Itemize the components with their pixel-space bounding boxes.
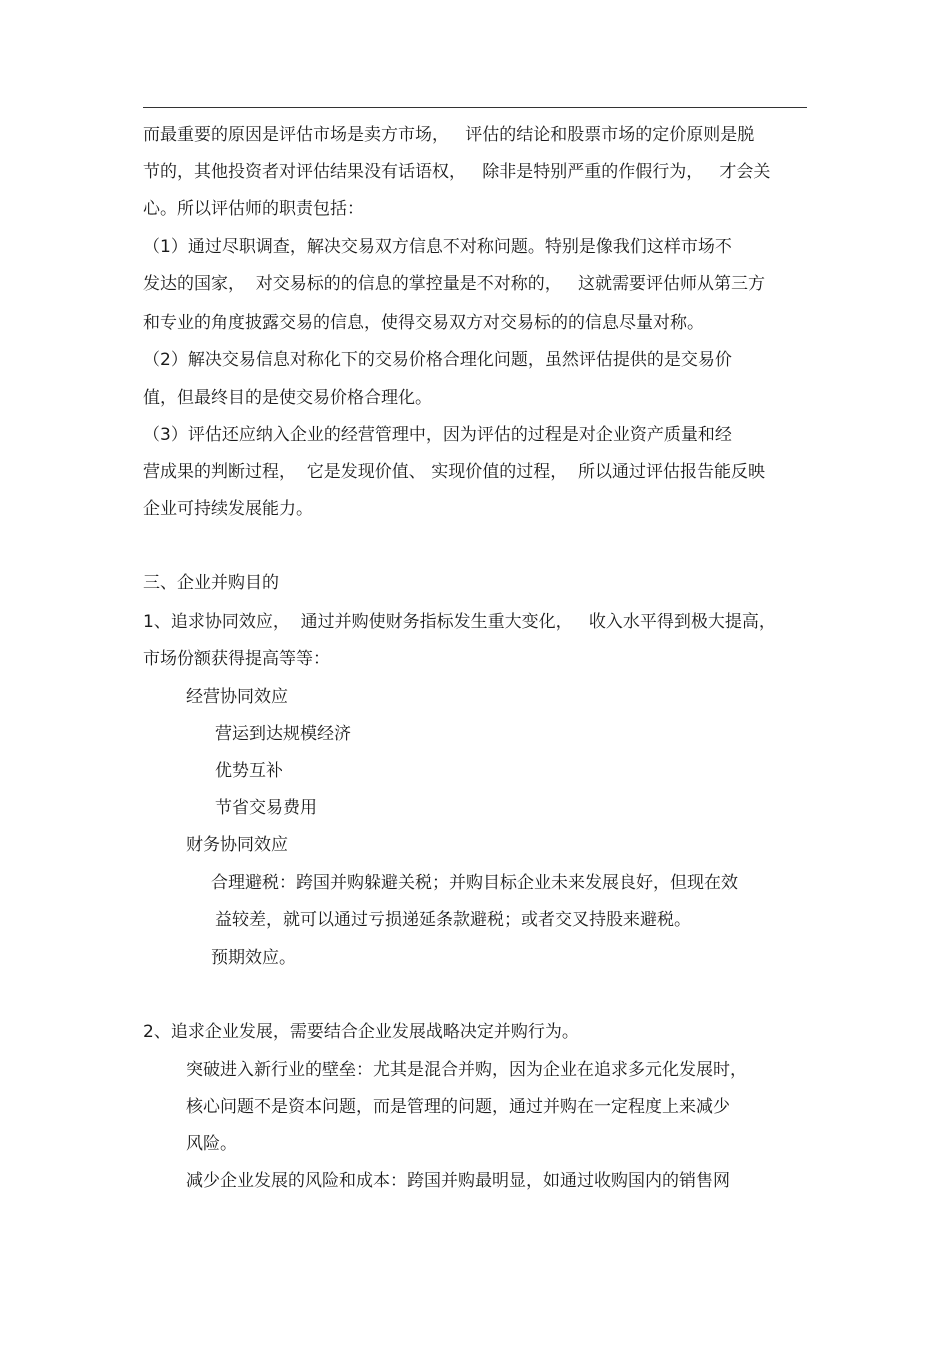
list-item: 节省交易费用 [215, 798, 317, 818]
list-item: 预期效应。 [211, 948, 296, 968]
text-line: 和专业的角度披露交易的信息，使得交易双方对交易标的的信息尽量对称。 [143, 313, 704, 333]
text-line: 市场份额获得提高等等： [143, 649, 330, 669]
header-rule [143, 107, 807, 108]
text-line: 发达的国家， 对交易标的的信息的掌控量是不对称的， 这就需要评估师从第三方 [143, 274, 766, 294]
text-line: （2）解决交易信息对称化下的交易价格合理化问题，虽然评估提供的是交易价 [143, 350, 732, 370]
text-line: 值，但最终目的是使交易价格合理化。 [143, 388, 432, 408]
text-line: 核心问题不是资本问题，而是管理的问题，通过并购在一定程度上来减少 [186, 1097, 730, 1117]
text-line: 风险。 [186, 1134, 237, 1154]
text-line: 营成果的判断过程， 它是发现价值、 实现价值的过程， 所以通过评估报告能反映 [143, 462, 766, 482]
text-line: （1）通过尽职调查，解决交易双方信息不对称问题。特别是像我们这样市场不 [143, 237, 732, 257]
list-item: 营运到达规模经济 [215, 724, 351, 744]
text-line: 减少企业发展的风险和成本：跨国并购最明显，如通过收购国内的销售网 [186, 1171, 730, 1191]
section-heading: 三、企业并购目的 [143, 573, 279, 593]
list-item: 合理避税：跨国并购躲避关税；并购目标企业未来发展良好，但现在效 [211, 873, 738, 893]
text-line: 突破进入新行业的壁垒：尤其是混合并购，因为企业在追求多元化发展时， [186, 1060, 747, 1080]
list-item: 益较差，就可以通过亏损递延条款避税；或者交叉持股来避税。 [215, 910, 691, 930]
list-item: 优势互补 [215, 761, 283, 781]
text-line: 2、追求企业发展，需要结合企业发展战略决定并购行为。 [143, 1022, 579, 1042]
list-heading: 财务协同效应 [186, 835, 288, 855]
text-line: 企业可持续发展能力。 [143, 499, 313, 519]
text-line: （3）评估还应纳入企业的经营管理中，因为评估的过程是对企业资产质量和经 [143, 425, 732, 445]
text-line: 而最重要的原因是评估市场是卖方市场， 评估的结论和股票市场的定价原则是脱 [143, 125, 755, 145]
text-line: 心。所以评估师的职责包括： [143, 199, 364, 219]
list-heading: 经营协同效应 [186, 687, 288, 707]
text-line: 1、追求协同效应， 通过并购使财务指标发生重大变化， 收入水平得到极大提高， [143, 612, 776, 632]
text-line: 节的，其他投资者对评估结果没有话语权， 除非是特别严重的作假行为， 才会关 [143, 162, 771, 182]
